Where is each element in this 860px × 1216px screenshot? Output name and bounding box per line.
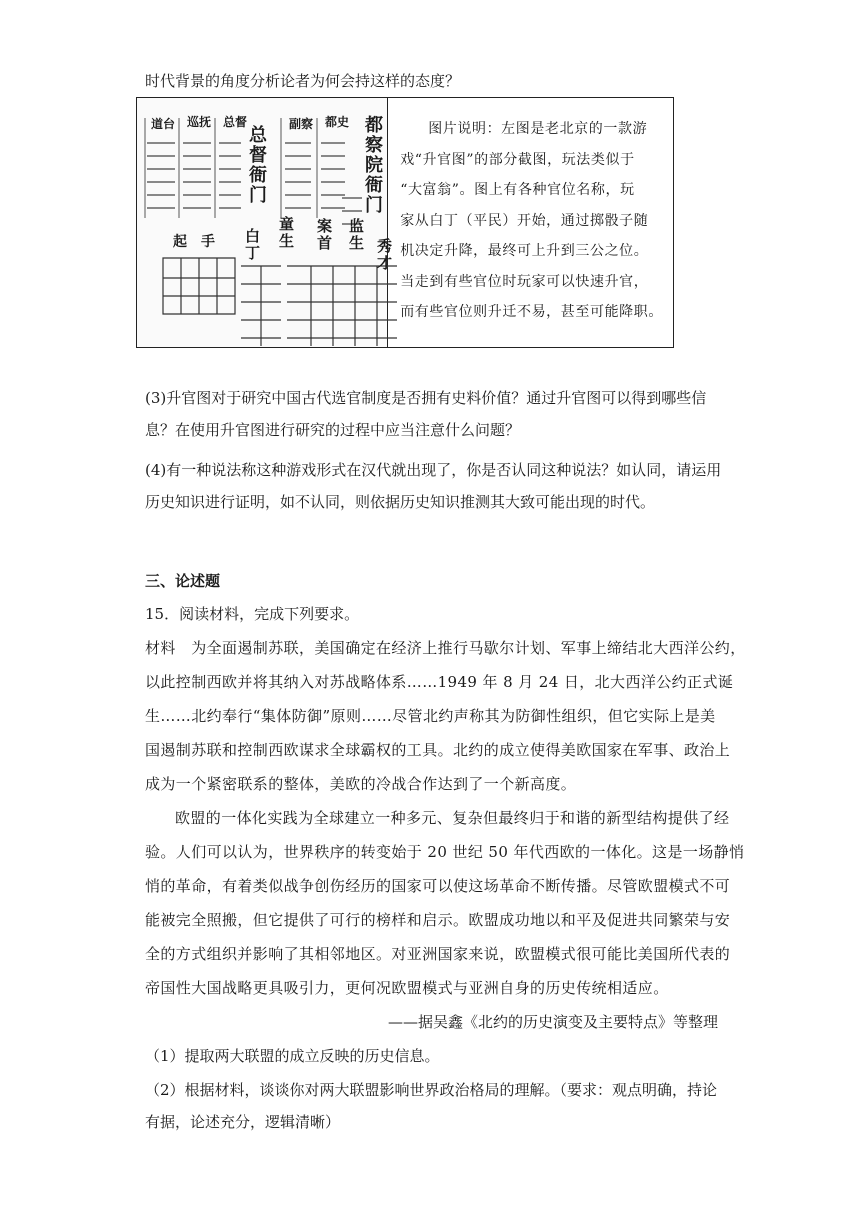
- board-bottom-title: 童生: [279, 215, 295, 250]
- material-line: 生……北约奉行“集体防御”原则……尽管北约声称其为防御性组织，但它实际上是美: [145, 707, 716, 725]
- intro-line: 时代背景的角度分析论者为何会持这样的态度？: [145, 72, 461, 90]
- sub-question-1: （1）提取两大联盟的成立反映的历史信息。: [145, 1047, 440, 1065]
- source-citation: ——据吴鑫《北约的历史演变及主要特点》等整理: [387, 1013, 718, 1031]
- sub-question-2-line: 有据，论述充分，逻辑清晰）: [145, 1113, 341, 1131]
- question-4-line: (4)有一种说法称这种游戏形式在汉代就出现了，你是否认同这种说法？如认同，请运用: [145, 461, 722, 479]
- material-line: 验。人们可以认为，世界秩序的转变始于 20 世纪 50 年代西欧的一体化。这是一场静悄: [145, 843, 745, 861]
- board-label: 总督: [223, 115, 248, 129]
- caption-line: “大富翁”。图上有各种官位名称，玩: [400, 182, 635, 198]
- material-line: 能被完全照搬，但它提供了可行的榜样和启示。欧盟成功地以和平及促进共同繁荣与安: [145, 911, 731, 929]
- material-line: 以此控制西欧并将其纳入对苏战略体系……1949 年 8 月 24 日，北大西洋公约正式诞: [145, 673, 734, 691]
- material-line: 成为一个紧密联系的整体，美欧的冷战合作达到了一个新高度。: [145, 775, 577, 793]
- material-line: 悄的革命，有着类似战争创伤经历的国家可以使这场革命不断传播。尽管欧盟模式不可: [145, 877, 731, 895]
- material-line: 帝国性大国战略更具吸引力，更何况欧盟模式与亚洲自身的历史传统相适应。: [145, 979, 669, 997]
- board-bottom-title: 案首: [317, 217, 333, 252]
- board-label: 副察: [289, 117, 314, 131]
- figure-box: [136, 97, 674, 348]
- board-bottom-title: 监生: [349, 217, 365, 252]
- question-15-title: 15．阅读材料，完成下列要求。: [145, 605, 360, 623]
- section-title: 三、论述题: [145, 572, 221, 590]
- board-label: 都史: [325, 115, 350, 129]
- figure-caption: [388, 98, 673, 347]
- caption-line: 图片说明：左图是老北京的一款游: [428, 121, 648, 137]
- material-line: 材料 为全面遏制苏联，美国确定在经济上推行马歇尔计划、军事上缔结北大西洋公约，: [145, 639, 746, 657]
- sub-question-2-line: （2）根据材料，谈谈你对两大联盟影响世界政治格局的理解。（要求：观点明确，持论: [145, 1081, 718, 1099]
- board-label: 道台: [151, 117, 176, 131]
- board-bottom-title: 白丁: [245, 227, 261, 262]
- board-label: 巡抚: [187, 115, 212, 129]
- board-big-title: 都察院衙门: [365, 115, 383, 216]
- caption-line: 机决定升降，最终可上升到三公之位。: [400, 243, 649, 259]
- caption-line: 家从白丁（平民）开始，通过掷骰子随: [400, 212, 649, 229]
- caption-line: 当走到有些官位时玩家可以快速升官，: [400, 273, 649, 290]
- question-4-line: 历史知识进行证明，如不认同，则依据历史知识推测其大致可能出现的时代。: [145, 493, 656, 511]
- caption-line: 而有些官位则升迁不易，甚至可能降职。: [400, 304, 663, 320]
- question-3-line: (3)升官图对于研究中国古代选官制度是否拥有史料价值？通过升官图可以得到哪些信: [145, 389, 707, 407]
- board-start-label: 起 手: [173, 234, 215, 250]
- material-line: 欧盟的一体化实践为全球建立一种多元、复杂但最终归于和谐的新型结构提供了经: [175, 809, 730, 827]
- material-line: 国遏制苏联和控制西欧谋求全球霸权的工具。北约的成立使得美欧国家在军事、政治上: [145, 741, 731, 759]
- question-3-line: 息？在使用升官图进行研究的过程中应当注意什么问题？: [145, 421, 521, 439]
- game-board-image: [137, 98, 393, 347]
- board-bottom-title: 秀才: [377, 237, 393, 272]
- board-big-title: 总督衙门: [249, 125, 267, 206]
- material-line: 全的方式组织并影响了其相邻地区。对亚洲国家来说，欧盟模式很可能比美国所代表的: [145, 945, 731, 963]
- caption-line: 戏“升官图”的部分截图，玩法类似于: [400, 151, 635, 168]
